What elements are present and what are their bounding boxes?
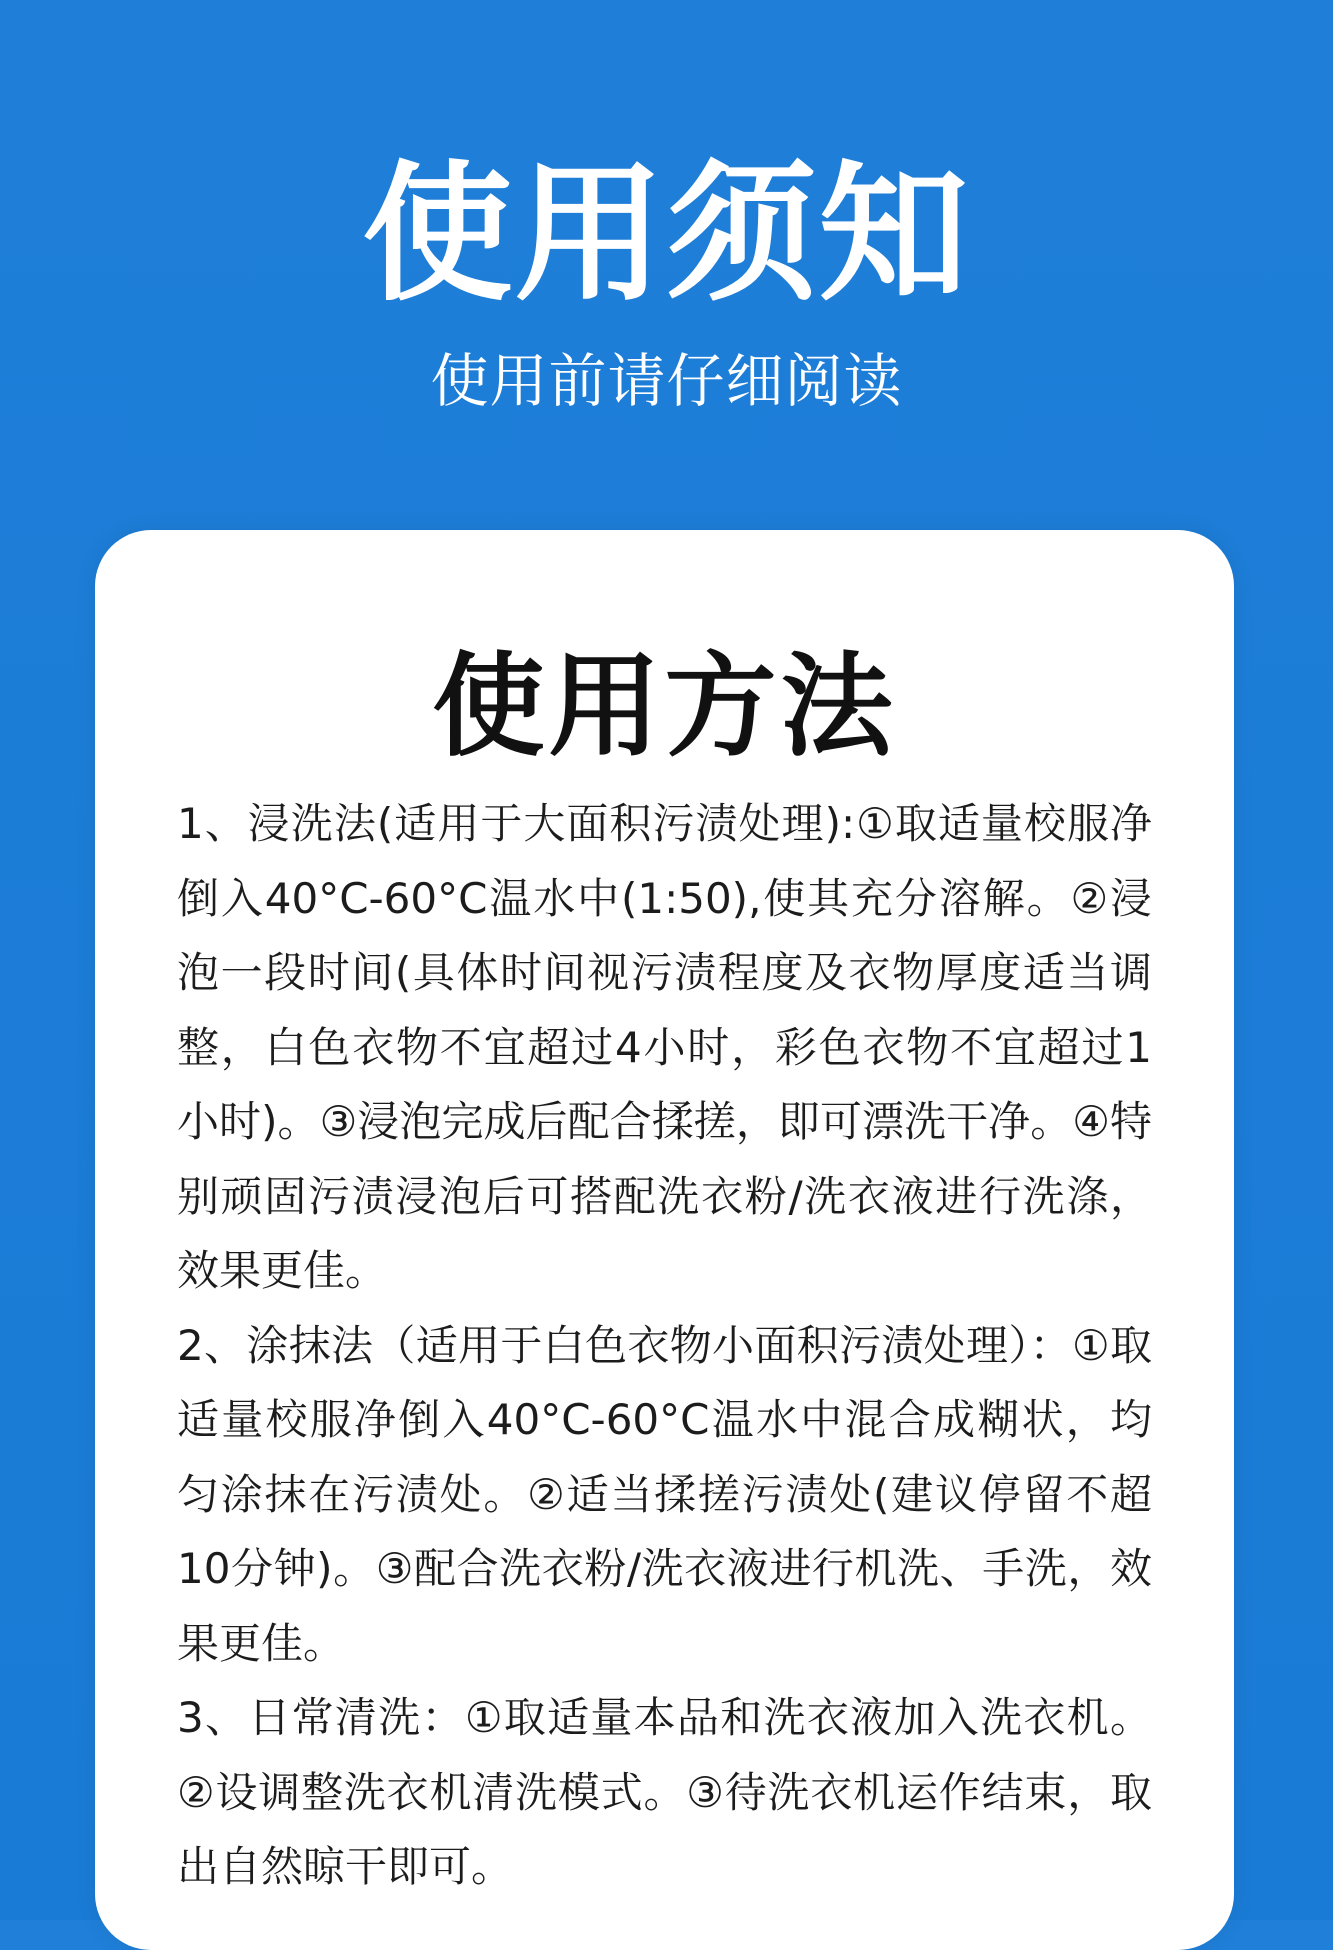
instructions-content — [177, 787, 1152, 1905]
instruction-paragraph-daily: 3、日常清洗：①取适量本品和洗衣液加入洗衣机。②设调整洗衣机清洗模式。③待洗衣机运作结束，取出自然晾干即可。 — [177, 1693, 1152, 1891]
instructions-card — [95, 530, 1234, 1950]
card-title: 使用方法 — [432, 642, 897, 772]
page-title: 使用须知 — [362, 148, 971, 322]
page-subtitle: 使用前请仔细阅读 — [430, 347, 903, 415]
page-header — [0, 150, 1333, 416]
instruction-paragraph-spot: 2、涂抹法（适用于白色衣物小面积污渍处理）：①取适量校服净倒入40°C-60°C温水中混合成糊状，均匀涂抹在污渍处。②适当揉搓污渍处(建议停留不超10分钟)。③配合洗衣粉/洗衣液进行机洗、手洗，效果更佳。 — [177, 1320, 1152, 1668]
instruction-paragraph-soaking: 1、浸洗法(适用于大面积污渍处理):①取适量校服净倒入40°C-60°C温水中(1:50),使其充分溶解。②浸泡一段时间(具体时间视污渍程度及衣物厚度适当调整，白色衣物不宜超过4小时，彩色衣物不宜超过1小时)。③浸泡完成后配合揉搓，即可漂洗干净。④特别顽固污渍浸泡后可搭配洗衣粉/洗衣液进行洗涤，效果更佳。 — [177, 799, 1152, 1295]
